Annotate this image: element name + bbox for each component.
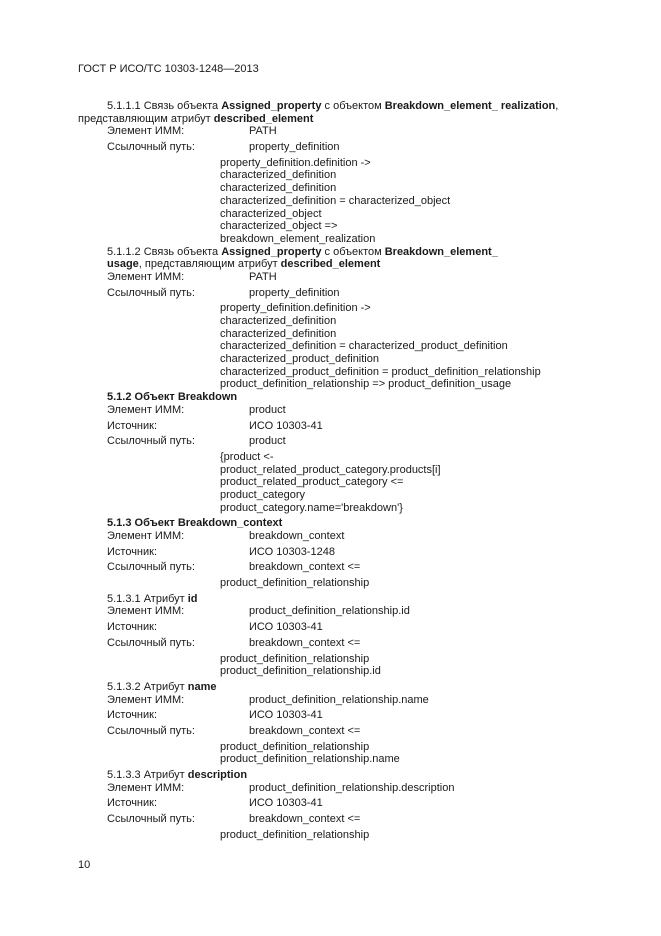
imm-element-value: breakdown_context (249, 530, 345, 542)
reference-path-line: breakdown_element_realization (220, 232, 376, 245)
reference-path-label: Ссылочный путь: (107, 813, 195, 826)
bold-run: description (187, 769, 248, 781)
source-label: Источник: (107, 709, 158, 722)
reference-path-line: product_related_product_category <= (220, 476, 404, 489)
source-label: Источник: (107, 621, 158, 634)
bold-run: name (187, 680, 217, 693)
reference-path-value: property_definition (249, 141, 340, 154)
reference-path-line: product_definition_relationship => product_definition_usage (220, 378, 512, 391)
clause-5-1-3 (0, 514, 661, 589)
reference-path-continuation (0, 302, 661, 391)
reference-path-line: {product <- (220, 450, 274, 463)
reference-path-value: breakdown_context <= (249, 636, 361, 649)
text-run: , представляющим атрибут (138, 258, 281, 271)
text-run: 5.1.1.1 Связь объекта (107, 100, 222, 112)
reference-path-label: Ссылочный путь: (107, 435, 195, 448)
reference-path-value: product (249, 435, 286, 448)
text-run: 5.1.3.1 Атрибут (107, 592, 188, 605)
imm-element-value: product_definition_relationship.name (249, 693, 429, 706)
text-run: с объектом (321, 245, 385, 258)
reference-path-label: Ссылочный путь: (107, 636, 195, 649)
clause-heading-line (107, 100, 558, 113)
text-run: с объектом (321, 100, 385, 112)
clause-heading-line (107, 246, 498, 259)
source-label: Источник: (107, 545, 158, 558)
clause-title: 5.1.3 Объект Breakdown_context (107, 517, 283, 530)
source-value: ИСО 10303-41 (249, 797, 323, 810)
reference-path-line: characterized_product_definition = product_definition_relationship (220, 365, 541, 378)
reference-path-continuation (0, 653, 661, 678)
reference-path-line: characterized_definition (220, 315, 337, 327)
reference-path-line: product_related_product_category.products[i] (220, 463, 441, 476)
clause-title (107, 593, 198, 606)
imm-element-value: PATH (249, 270, 277, 283)
reference-path-label: Ссылочный путь: (107, 141, 195, 154)
reference-path-label: Ссылочный путь: (107, 561, 195, 574)
bold-run: Assigned_property (221, 245, 322, 258)
reference-path-line: characterized_definition (220, 327, 337, 340)
reference-path-continuation (0, 577, 661, 590)
clause-5-1-3-1 (0, 590, 661, 678)
reference-path-line: characterized_definition = characterized_object (220, 194, 451, 207)
clause-5-1-1-1 (0, 100, 661, 246)
imm-element-label: Элемент ИММ: (107, 693, 185, 706)
reference-path-line: product_category.name='breakdown'} (220, 501, 403, 514)
clause-title: 5.1.2 Объект Breakdown (107, 391, 238, 404)
bold-run: described_element (280, 258, 381, 271)
reference-path-continuation (0, 451, 661, 514)
imm-element-value: product_definition_relationship.description (249, 781, 455, 794)
reference-path-label: Ссылочный путь: (107, 724, 195, 737)
text-run: 5.1.1.2 Связь объекта (107, 245, 222, 258)
bold-run: Breakdown_element_ (384, 245, 498, 258)
reference-path-continuation (0, 741, 661, 766)
source-value: ИСО 10303-41 (249, 621, 323, 634)
imm-element-value: PATH (249, 125, 277, 138)
reference-path-line: product_definition_relationship (220, 740, 370, 753)
reference-path-line: characterized_definition (220, 182, 337, 195)
document-header: ГОСТ Р ИСО/ТС 10303-1248—2013 (78, 63, 259, 75)
bold-run: id (187, 592, 198, 605)
text-run: 5.1.3.2 Атрибут (107, 680, 188, 693)
source-value: ИСО 10303-41 (249, 709, 323, 722)
imm-element-label: Элемент ИММ: (107, 125, 185, 138)
reference-path-line: product_category (220, 488, 305, 501)
source-value: ИСО 10303-1248 (249, 545, 335, 558)
bold-run: Assigned_property (221, 100, 322, 112)
imm-element-value: product (249, 403, 286, 416)
clause-5-1-3-2 (0, 678, 661, 766)
clause-title (107, 681, 217, 694)
page-content (0, 100, 661, 841)
reference-path-line: characterized_object (220, 207, 322, 220)
clause-5-1-2 (0, 391, 661, 514)
reference-path-line: product_definition_relationship.name (220, 753, 400, 766)
reference-path-line: characterized_product_definition (220, 353, 379, 366)
text-run: 5.1.3.3 Атрибут (107, 769, 188, 781)
source-value: ИСО 10303-41 (249, 419, 323, 432)
clause-title (107, 769, 247, 782)
bold-run: Breakdown_element_ realization (384, 100, 556, 112)
imm-element-label: Элемент ИММ: (107, 403, 185, 416)
bold-run: described_element (213, 112, 314, 125)
reference-path-line: property_definition.definition -> (220, 156, 371, 169)
imm-element-label: Элемент ИММ: (107, 530, 185, 542)
imm-element-label: Элемент ИММ: (107, 605, 185, 618)
reference-path-label: Ссылочный путь: (107, 286, 195, 299)
reference-path-value: property_definition (249, 286, 340, 299)
text-run: , (555, 100, 559, 112)
reference-path-line: characterized_definition (220, 169, 337, 182)
imm-element-value: product_definition_relationship.id (249, 605, 410, 618)
reference-path-continuation (0, 157, 661, 246)
source-label: Источник: (107, 797, 158, 810)
reference-path-line: characterized_object => (220, 220, 338, 233)
reference-path-value: breakdown_context <= (249, 561, 361, 574)
page-number: 10 (78, 859, 91, 871)
clause-5-1-3-3 (0, 766, 661, 841)
reference-path-line: characterized_definition = characterized_product_definition (220, 340, 508, 353)
reference-path-continuation (0, 829, 661, 842)
bold-run: usage (107, 258, 139, 271)
reference-path-value: breakdown_context <= (249, 813, 361, 826)
reference-path-line: product_definition_relationship (220, 652, 370, 665)
reference-path-line: product_definition_relationship (220, 577, 370, 590)
imm-element-label: Элемент ИММ: (107, 781, 185, 794)
clause-heading-line (107, 258, 380, 271)
source-label: Источник: (107, 419, 158, 432)
text-run: представляющим атрибут (78, 112, 214, 125)
reference-path-line: product_definition_relationship.id (220, 665, 381, 678)
clause-heading-line (78, 113, 313, 126)
reference-path-line: product_definition_relationship (220, 828, 370, 841)
clause-5-1-1-2 (0, 246, 661, 392)
reference-path-line: property_definition.definition -> (220, 302, 371, 315)
reference-path-value: breakdown_context <= (249, 724, 361, 737)
imm-element-label: Элемент ИММ: (107, 270, 185, 283)
